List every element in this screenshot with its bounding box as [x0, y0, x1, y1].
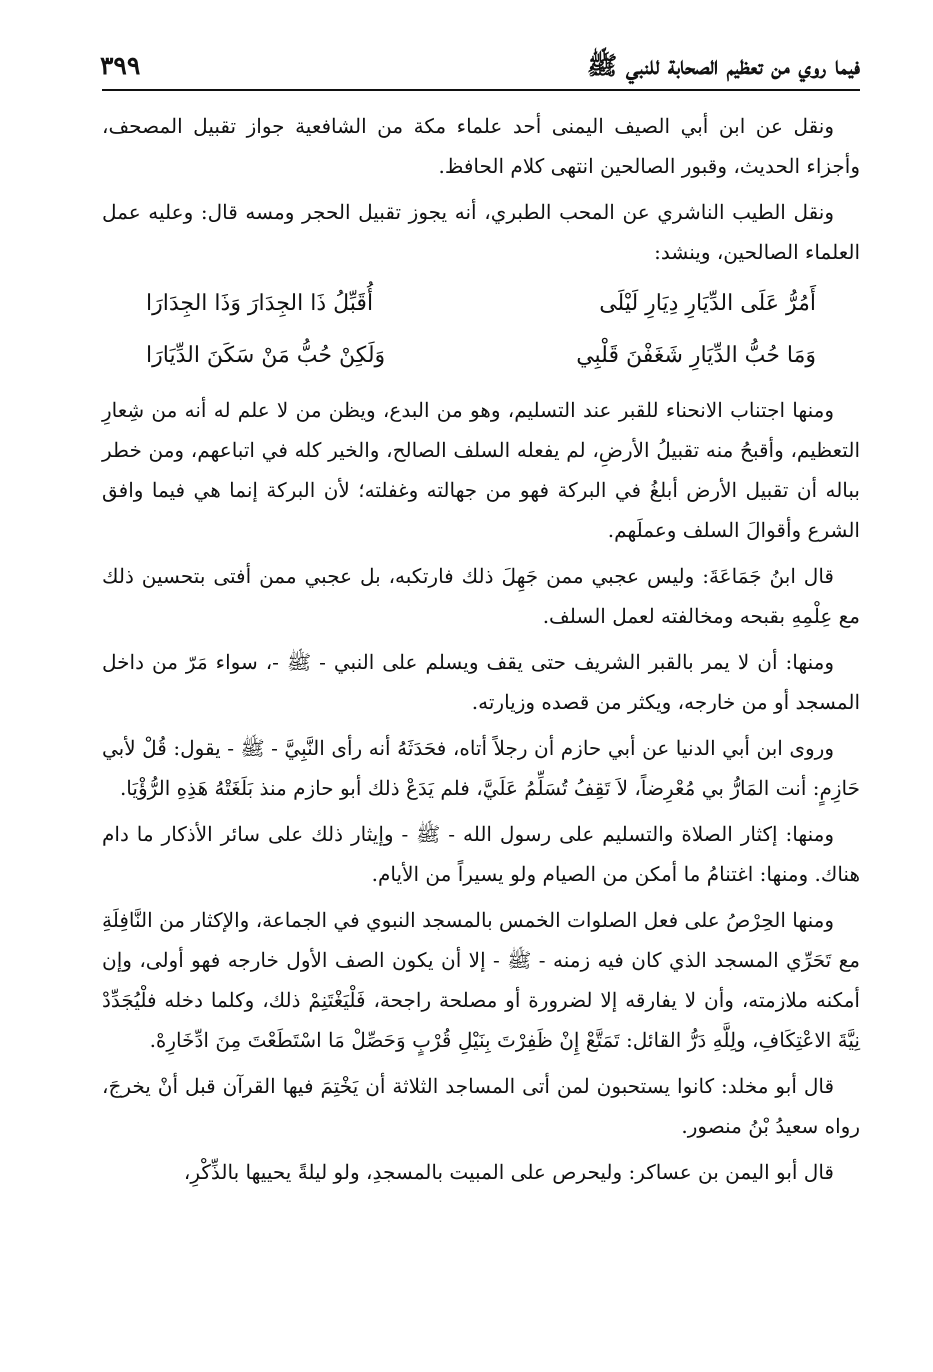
page-number: ٣٩٩ — [100, 51, 141, 80]
paragraph: ومنها اجتناب الانحناء للقبر عند التسليم، وهو من البدع، ويظن من لا علم له أنه من شِعارِ التعظيم، وأقبحُ منه تقبيلُ الأرضِ، لم يفعله السلف الصالح، والخير كله في اتباعهم، ومن خطر بباله أن تقبيل الأرض أبلغُ في البركة فهو من جهالته وغفلته؛ لأن البركة إنما هي فيما وافق الشرع وأقوالَ السلف وعملَهم. — [102, 398, 860, 542]
paragraph: ونقل عن ابن أبي الصيف اليمنى أحد علماء مكة من الشافعية جواز تقبيل المصحف، وأجزاء الحديث، وقبور الصالحين انتهى كلام الحافظ. — [102, 114, 860, 178]
poem — [102, 278, 860, 382]
paragraph: ونقل الطيب الناشري عن المحب الطبري، أنه يجوز تقبيل الحجر ومسه قال: وعليه عمل العلماء الصالحين، وينشد: — [102, 200, 860, 264]
paragraph: ومنها: أن لا يمر بالقبر الشريف حتى يقف ويسلم على النبي - ﷺ -، سواء مَرّ من داخل المسجد أو من خارجه، ويكثر من قصده وزيارته. — [102, 650, 860, 714]
poem-verse — [102, 330, 860, 382]
paragraph: ومنها الحِرْصُ على فعل الصلوات الخمس بالمسجد النبوي في الجماعة، والإكثار من النَّافِلَةِ مع تَحَرِّي المسجد الذي كان فيه زمنه - ﷺ - إلا أن يكون الصف الأول خارجه فهو أولى، وإن أمكنه ملازمته، وأن لا يفارقه إلا لضرورة أو مصلحة راجحة، فَلْيَغْتَنِمْ ذلك، وكلما دخله فلْيُجَدِّدْ نِيَّةَ الاعْتِكَافِ، ولِلَّهِ دَرُّ القائل: تَمَتَّعْ إِنْ ظَفِرْتَ بِنَيْلِ قُرْبٍ وَحَصِّلْ مَا اسْتَطَعْتَ مِنَ ادِّخَارِهْ. — [102, 908, 860, 1052]
verse-second-hemistich: أُقَبِّلُ ذَا الجِدَارَ وَذَا الجِدَارَا — [146, 291, 374, 316]
paragraph: قال ابنُ جَمَاعَةَ: وليس عجبي ممن جَهِلَ ذلك فارتكبه، بل عجبي ممن أفتى بتحسين ذلك مع عِلْمِهِ بقبحه ومخالفته لعمل السلف. — [102, 564, 860, 628]
verse-first-hemistich: أَمُرُّ عَلَى الدِّيَارِ دِيَارِ لَيْلَى — [599, 291, 816, 316]
paragraph: قال أبو اليمن بن عساكر: وليحرص على المبيت بالمسجدِ، ولو ليلةً يحييها بالذِّكْرِ، — [183, 1160, 834, 1184]
verse-second-hemistich: وَلَكِنْ حُبُّ مَنْ سَكَنَ الدِّيَارَا — [146, 343, 386, 368]
page-body — [102, 106, 860, 1198]
verse-first-hemistich: وَمَا حُبُّ الدِّيَارِ شَغَفْنَ قَلْبِي — [576, 343, 816, 368]
paragraph: قال أبو مخلد: كانوا يستحبون لمن أتى المساجد الثلاثة أن يَخْتِمَ فيها القرآن قبل أنْ يخرجَ، رواه سعيدُ بْنُ منصور. — [102, 1074, 860, 1138]
paragraph: ومنها: إكثار الصلاة والتسليم على رسول الله - ﷺ - وإيثار ذلك على سائر الأذكار ما دام هناك. ومنها: اغتنامُ ما أمكن من الصيام ولو يسيراً من الأيام. — [102, 822, 860, 886]
running-head-title: فيما روي من تعظيم الصحابة للنبي ﷺ — [586, 51, 860, 80]
header-divider — [102, 89, 860, 91]
poem-verse — [102, 278, 860, 330]
paragraph: وروى ابن أبي الدنيا عن أبي حازم أن رجلاً أتاه، فحَدَثَهُ أنه رأى النَّبِيَّ - ﷺ - يقول: قُلْ لأبي حَازِمٍ: أنت المَارُّ بي مُعْرِضاً، لاَ تَقِفُ تُسَلِّمُ عَلَيَّ، فلم يَدَعْ ذلك أبو حازم منذ بَلَغَتْهُ هَذِهِ الرُّؤْيَا. — [102, 736, 860, 800]
running-header — [100, 48, 860, 90]
